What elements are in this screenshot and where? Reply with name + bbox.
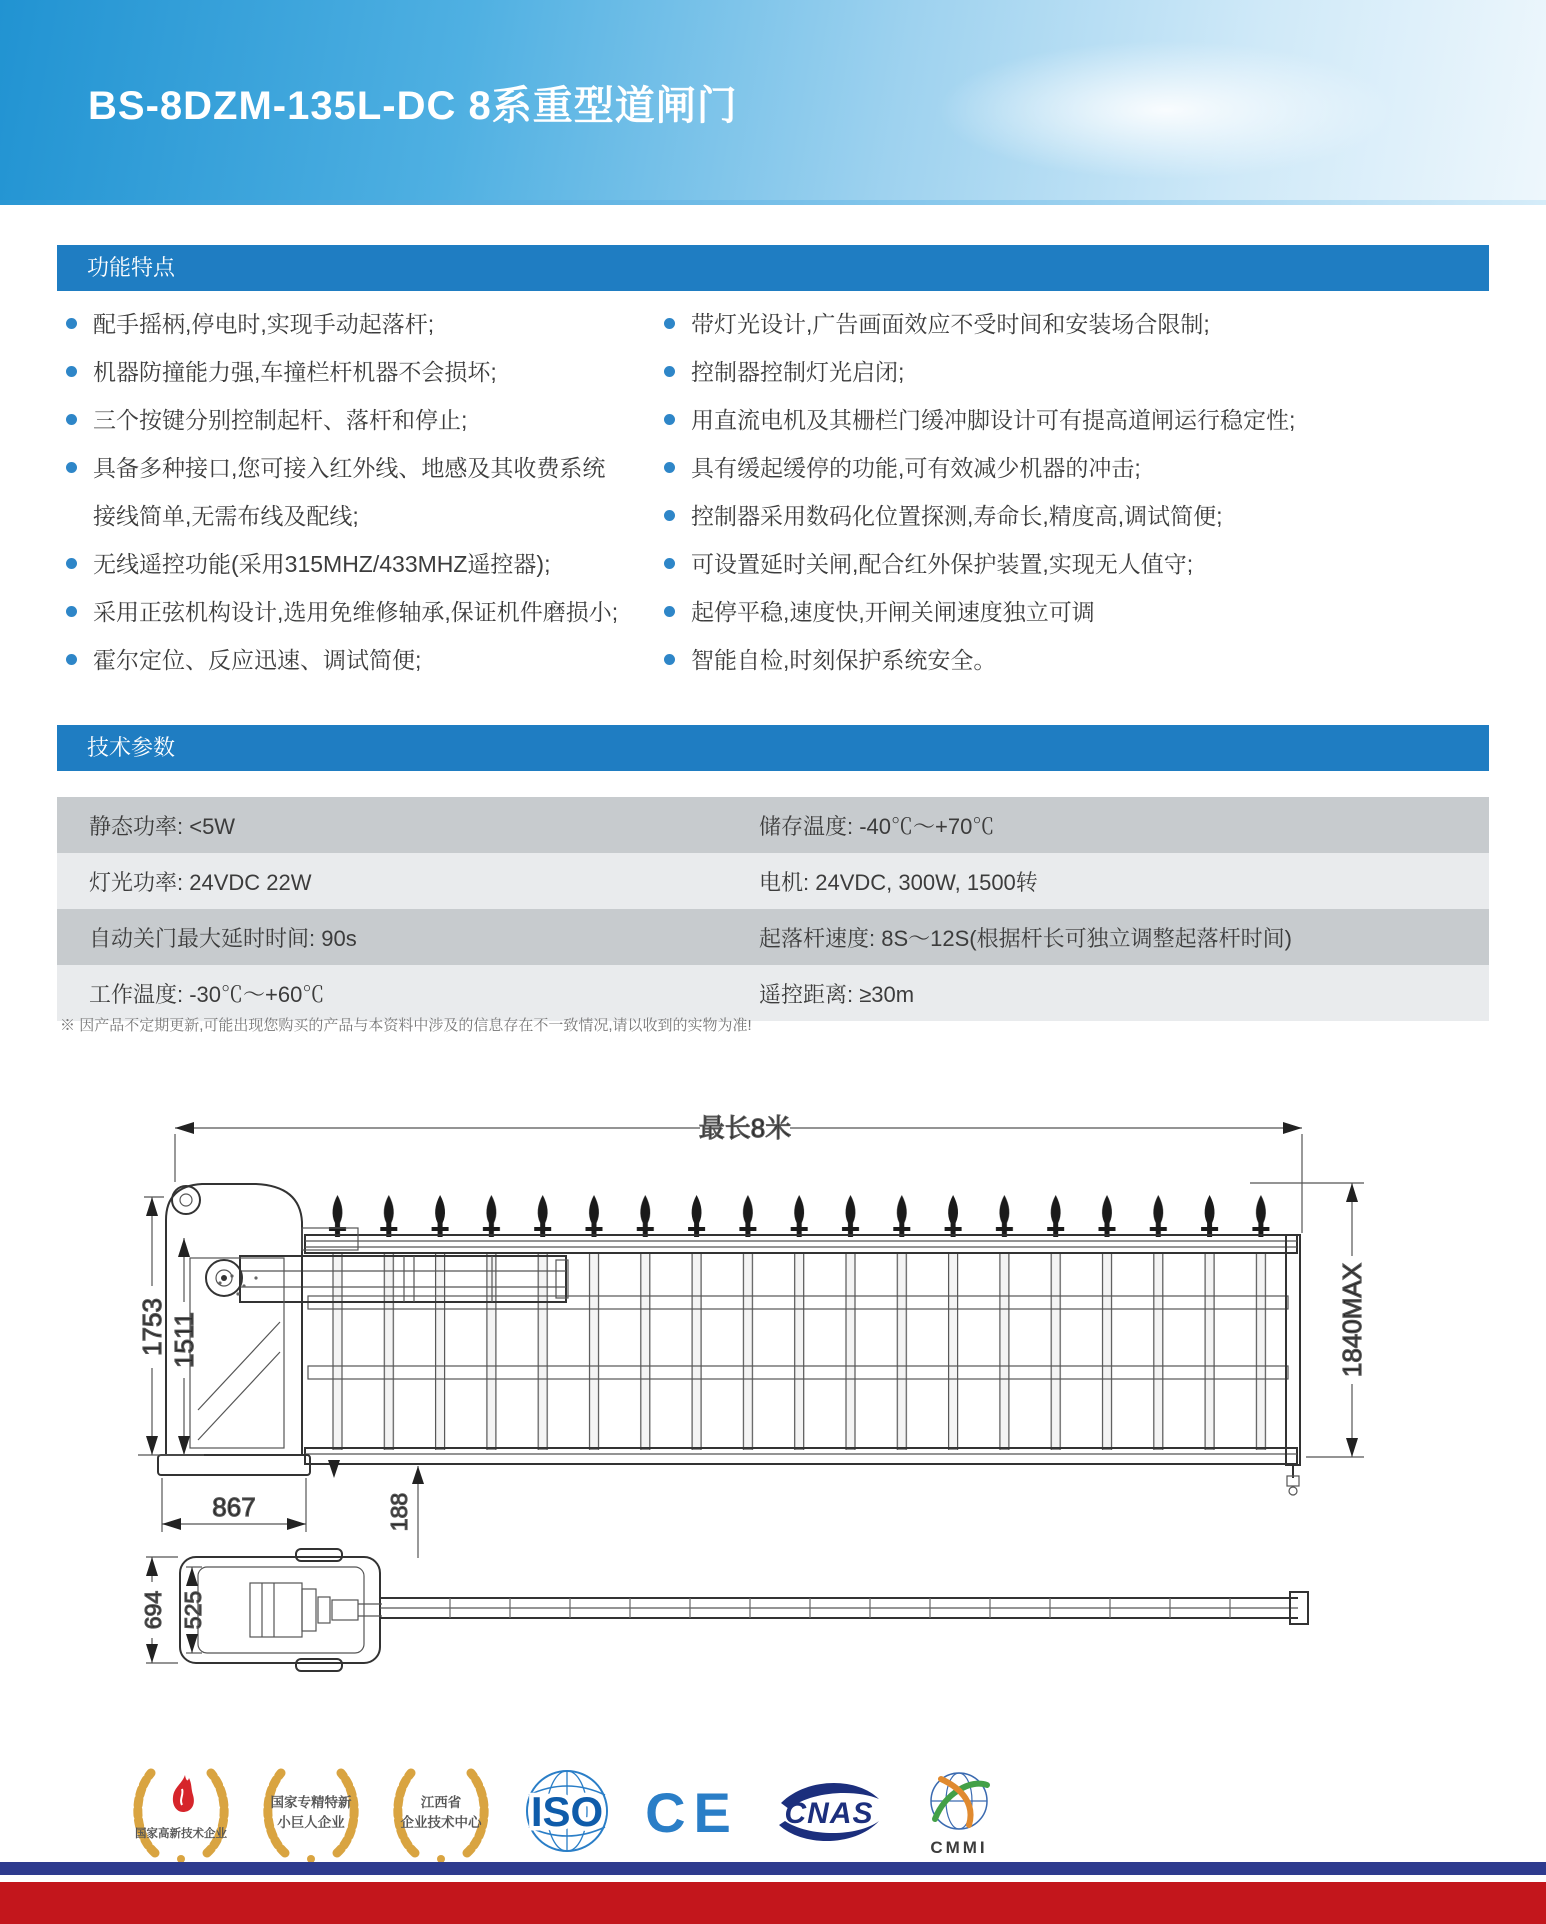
spec-value: 静态功率: <5W bbox=[89, 813, 236, 839]
bullet-icon bbox=[66, 414, 77, 425]
feature-text: 无线遥控功能(采用315MHZ/433MHZ遥控器); bbox=[93, 551, 551, 577]
dim-total-length: 最长8米 bbox=[698, 1113, 792, 1143]
feature-item bbox=[664, 406, 1504, 434]
feature-item bbox=[664, 454, 1504, 482]
feature-item bbox=[66, 406, 658, 434]
features-section-bar bbox=[57, 245, 1489, 291]
bullet-icon bbox=[66, 606, 77, 617]
spec-value: 自动关门最大延时时间: 90s bbox=[89, 925, 357, 951]
cnas-label: CNAS bbox=[784, 1797, 874, 1830]
bullet-icon bbox=[664, 558, 675, 569]
footer-stripe-red bbox=[0, 1882, 1546, 1924]
page-header bbox=[0, 0, 1546, 205]
feature-text: 具备多种接口,您可接入红外线、地感及其收费系统 bbox=[93, 455, 606, 481]
bullet-icon bbox=[66, 318, 77, 329]
front-view-drawing bbox=[158, 1184, 1300, 1495]
badge-label: 国家专精特新 bbox=[270, 1795, 352, 1810]
feature-text: 机器防撞能力强,车撞栏杆机器不会损坏; bbox=[93, 359, 497, 385]
badge-little-giant bbox=[255, 1753, 367, 1869]
bullet-icon bbox=[66, 558, 77, 569]
specs-table bbox=[57, 797, 1489, 1021]
feature-text: 三个按键分别控制起杆、落杆和停止; bbox=[93, 407, 468, 433]
fence-bars bbox=[312, 1252, 1286, 1450]
spec-row bbox=[57, 965, 1489, 1021]
feature-text: 起停平稳,速度快,开闸关闸速度独立可调 bbox=[691, 599, 1095, 625]
spear-finials bbox=[312, 1193, 1286, 1237]
spec-row bbox=[57, 909, 1489, 965]
badge-label: 江西省 bbox=[420, 1795, 462, 1810]
top-view-drawing bbox=[180, 1549, 1308, 1671]
specs-section-title: 技术参数 bbox=[87, 735, 176, 760]
feature-item bbox=[66, 310, 658, 338]
disclaimer-mark: ※ bbox=[60, 1017, 76, 1034]
badge-jiangxi-techcenter bbox=[385, 1753, 497, 1869]
spec-value: 电机: 24VDC, 300W, 1500转 bbox=[759, 869, 1038, 895]
bullet-icon bbox=[664, 462, 675, 473]
spec-value: 灯光功率: 24VDC 22W bbox=[89, 869, 312, 895]
cmmi-label: CMMI bbox=[930, 1838, 988, 1857]
feature-item bbox=[66, 598, 658, 626]
page-title: BS-8DZM-135L-DC 8系重型道闸门 bbox=[88, 84, 738, 128]
feature-item bbox=[664, 358, 1504, 386]
feature-text: 配手摇柄,停电时,实现手动起落杆; bbox=[93, 311, 435, 337]
bullet-icon bbox=[664, 510, 675, 521]
bullet-icon bbox=[664, 366, 675, 377]
dim-height-inner: 1511 bbox=[169, 1312, 199, 1368]
feature-text: 采用正弦机构设计,选用免维修轴承,保证机件磨损小; bbox=[93, 599, 619, 625]
disclaimer-text: 因产品不定期更新,可能出现您购买的产品与本资料中涉及的信息存在不一致情况,请以收到的实物为准! bbox=[79, 1017, 752, 1034]
dim-max-height: 1840MAX bbox=[1337, 1262, 1367, 1378]
badge-national-hightech bbox=[125, 1753, 237, 1869]
feature-item bbox=[66, 454, 658, 482]
spec-row bbox=[57, 797, 1489, 853]
feature-text: 用直流电机及其栅栏门缓冲脚设计可有提高道闸运行稳定性; bbox=[691, 407, 1296, 433]
flame-icon bbox=[173, 1775, 194, 1812]
bullet-icon bbox=[66, 366, 77, 377]
footer-stripe-blue bbox=[0, 1862, 1546, 1875]
feature-text: 接线简单,无需布线及配线; bbox=[93, 503, 359, 529]
feature-text: 霍尔定位、反应迅速、调试简便; bbox=[93, 647, 422, 673]
feature-text: 具有缓起缓停的功能,可有效减少机器的冲击; bbox=[691, 455, 1141, 481]
feature-item bbox=[664, 646, 1504, 674]
cmmi-logo bbox=[911, 1761, 1007, 1861]
dim-top-depth: 694 bbox=[140, 1590, 166, 1630]
badge-label: 企业技术中心 bbox=[400, 1815, 482, 1830]
feature-text: 可设置延时关闸,配合红外保护装置,实现无人值守; bbox=[691, 551, 1194, 577]
disclaimer bbox=[60, 1014, 752, 1035]
spec-value: 储存温度: -40℃～+70℃ bbox=[759, 813, 995, 839]
bullet-icon bbox=[66, 654, 77, 665]
certification-logos bbox=[125, 1750, 1007, 1872]
spec-row bbox=[57, 853, 1489, 909]
feature-text: 控制器控制灯光启闭; bbox=[691, 359, 905, 385]
features-right-column bbox=[664, 310, 1504, 694]
specs-section-bar bbox=[57, 725, 1489, 771]
features-section-title: 功能特点 bbox=[87, 255, 176, 280]
feature-item bbox=[66, 550, 658, 578]
feature-item bbox=[66, 358, 658, 386]
iso-logo bbox=[515, 1765, 619, 1857]
dim-base-width: 867 bbox=[212, 1492, 256, 1522]
bullet-icon bbox=[66, 462, 77, 473]
feature-item bbox=[664, 550, 1504, 578]
feature-item bbox=[664, 598, 1504, 626]
technical-drawing bbox=[0, 1080, 1546, 1725]
bullet-icon bbox=[664, 414, 675, 425]
feature-item bbox=[664, 310, 1504, 338]
spec-value: 遥控距离: ≥30m bbox=[759, 981, 915, 1007]
ce-logo bbox=[637, 1774, 747, 1848]
feature-text: 智能自检,时刻保护系统安全。 bbox=[691, 647, 997, 673]
top-view-dimensions bbox=[140, 1557, 206, 1663]
feature-text: 控制器采用数码化位置探测,寿命长,精度高,调试简便; bbox=[691, 503, 1223, 529]
bullet-icon bbox=[664, 606, 675, 617]
spec-value: 工作温度: -30℃～+60℃ bbox=[89, 981, 325, 1007]
ce-label: CE bbox=[645, 1781, 739, 1844]
spec-value: 起落杆速度: 8S～12S(根据杆长可独立调整起落杆时间) bbox=[759, 925, 1292, 951]
bullet-icon bbox=[664, 654, 675, 665]
cnas-logo bbox=[765, 1769, 893, 1853]
features-left-column bbox=[66, 310, 658, 694]
iso-label: ISO bbox=[530, 1788, 604, 1835]
feature-item bbox=[66, 646, 658, 674]
badge-label: 小巨人企业 bbox=[277, 1815, 345, 1830]
bullet-icon bbox=[664, 318, 675, 329]
badge-label: 国家高新技术企业 bbox=[135, 1828, 227, 1840]
feature-item-continuation bbox=[66, 502, 658, 530]
dim-top-inner-depth: 525 bbox=[180, 1590, 206, 1630]
dim-offset: 188 bbox=[386, 1492, 412, 1532]
feature-text: 带灯光设计,广告画面效应不受时间和安装场合限制; bbox=[691, 311, 1210, 337]
feature-item bbox=[664, 502, 1504, 530]
dim-height-total: 1753 bbox=[137, 1298, 167, 1356]
